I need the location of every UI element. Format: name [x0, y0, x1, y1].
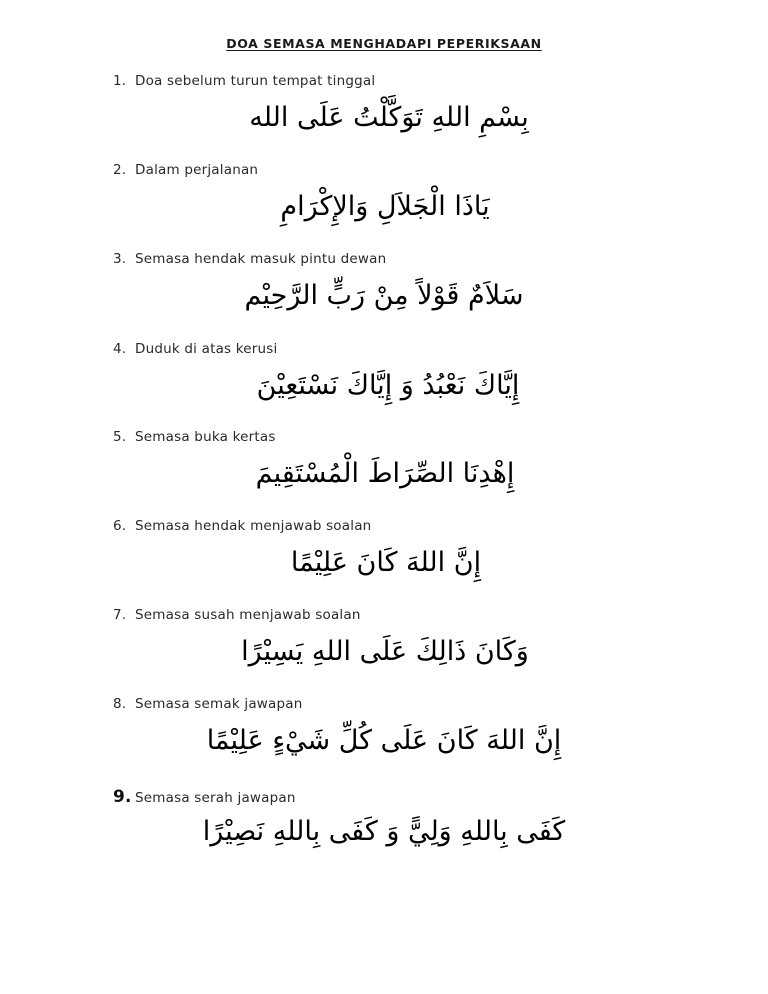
item-label: Semasa susah menjawab soalan [135, 607, 361, 623]
arabic-prayer: بِسْمِ اللهِ تَوَكَّلْتُ عَلَى الله [249, 102, 529, 133]
arabic-prayer: يَاذَا الْجَلاَلِ وَالإِكْرَامِ [280, 191, 490, 222]
arabic-prayer: كَفَى بِاللهِ وَلِيًّ وَ كَفَى بِاللهِ نَصِيْرًا [202, 816, 566, 847]
item-number: 4. [113, 341, 127, 357]
document-title: DOA SEMASA MENGHADAPI PEPERIKSAAN [226, 36, 542, 51]
item-number: 8. [113, 696, 127, 712]
item-number: 9. [113, 787, 132, 807]
item-heading [113, 429, 276, 445]
item-heading [113, 607, 361, 623]
item-heading [113, 162, 258, 178]
item-label: Doa sebelum turun tempat tinggal [135, 73, 376, 89]
item-number: 2. [113, 162, 127, 178]
arabic-prayer: إِيَّاكَ نَعْبُدُ وَ إِيَّاكَ نَسْتَعِيْنَ [256, 370, 520, 401]
item-heading [113, 341, 278, 357]
item-label: Dalam perjalanan [135, 162, 259, 178]
item-heading [113, 787, 296, 807]
item-label: Duduk di atas kerusi [135, 341, 278, 357]
item-label: Semasa hendak menjawab soalan [135, 518, 372, 534]
item-label: Semasa serah jawapan [135, 790, 296, 806]
item-number: 6. [113, 518, 127, 534]
item-label: Semasa semak jawapan [135, 696, 303, 712]
arabic-prayer: إِنَّ اللهَ كَانَ عَلَى كُلِّ شَيْءٍ عَلِيْمًا [206, 725, 562, 756]
item-heading [113, 696, 303, 712]
arabic-prayer: وَكَانَ ذَالِكَ عَلَى اللهِ يَسِيْرًا [241, 636, 529, 667]
item-label: Semasa buka kertas [135, 429, 276, 445]
item-heading [113, 251, 386, 267]
item-heading [113, 73, 375, 89]
item-number: 1. [113, 73, 127, 89]
item-number: 7. [113, 607, 127, 623]
item-label: Semasa hendak masuk pintu dewan [135, 251, 387, 267]
arabic-prayer: إِهْدِنَا الصِّرَاطَ الْمُسْتَقِيمَ [255, 458, 515, 489]
arabic-prayer: إِنَّ اللهَ كَانَ عَلِيْمًا [290, 547, 482, 578]
item-heading [113, 518, 371, 534]
item-number: 5. [113, 429, 127, 445]
arabic-prayer: سَلاَمٌ قَوْلاً مِنْ رَبٍّ الرَّحِيْم [244, 280, 524, 311]
item-number: 3. [113, 251, 127, 267]
